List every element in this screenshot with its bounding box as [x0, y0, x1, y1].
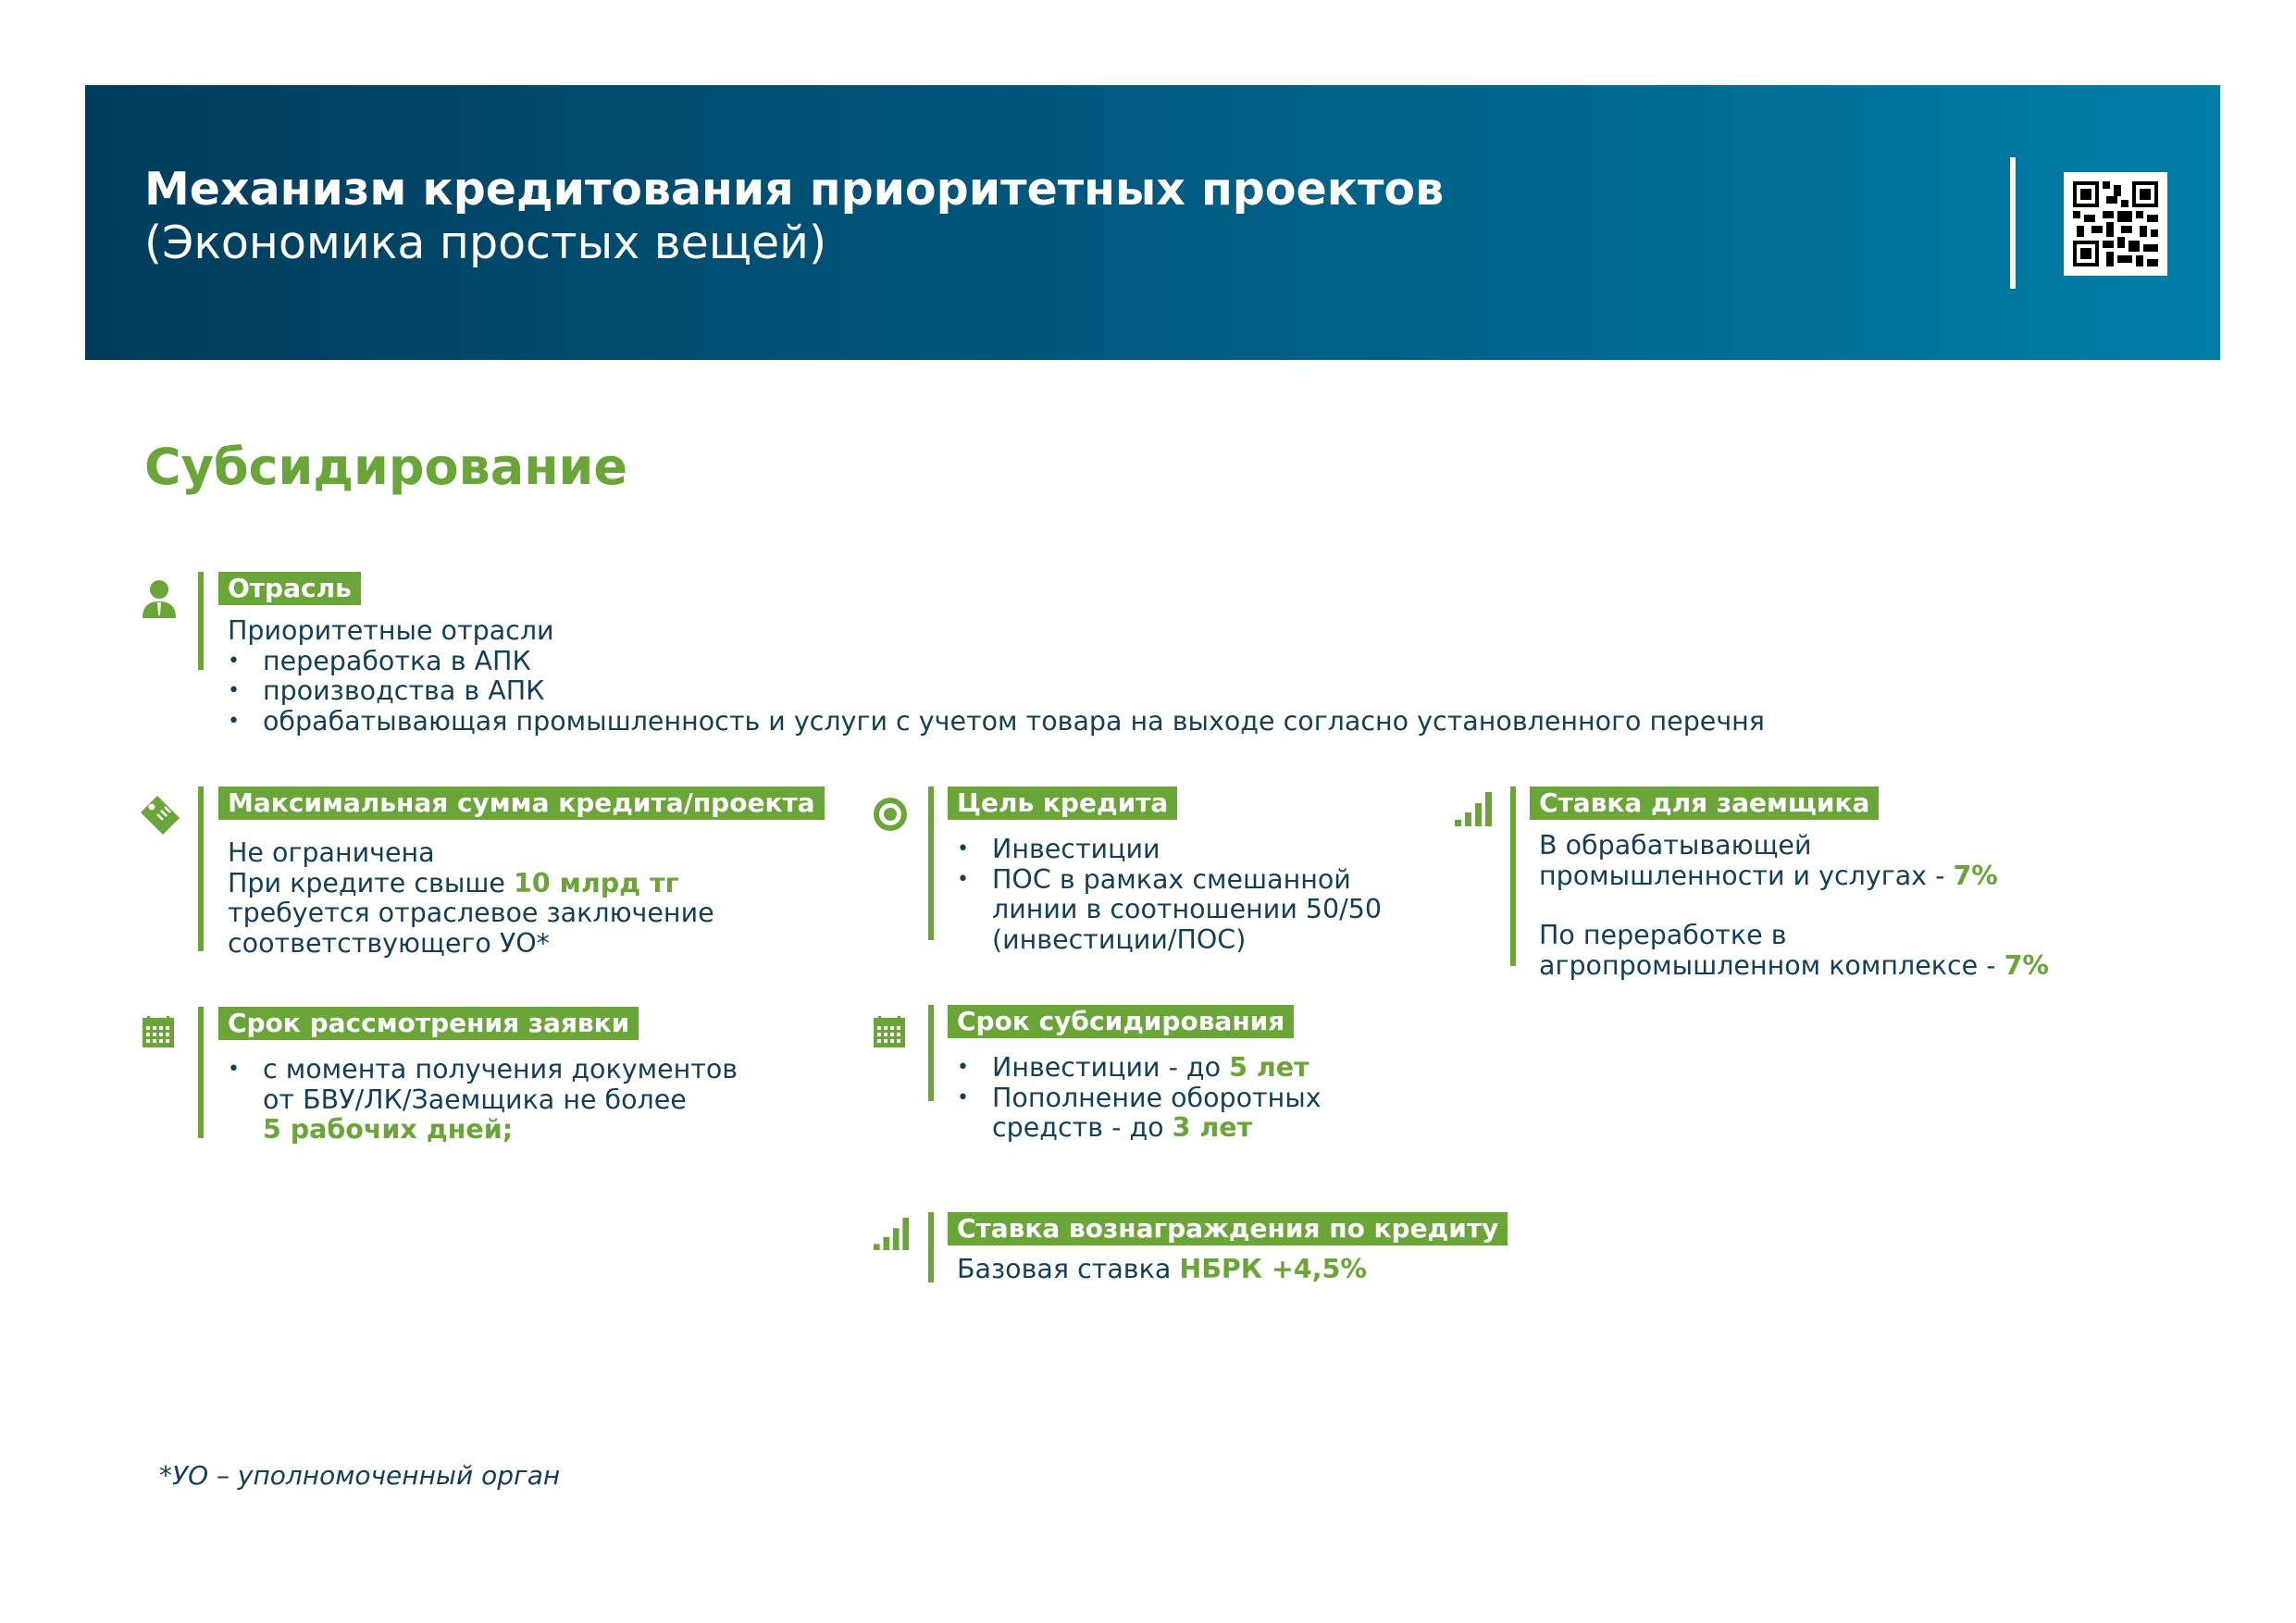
tag-icon	[139, 794, 181, 836]
industry-bar	[198, 572, 204, 670]
review-term-days: 5 рабочих дней;	[263, 1114, 514, 1145]
header-banner	[85, 85, 2220, 360]
purpose-bar	[928, 787, 934, 940]
reward-rate-text	[957, 1255, 1367, 1285]
page-subtitle: (Экономика простых вещей)	[144, 217, 827, 269]
max-amount-line-2-text: При кредите свыше	[228, 867, 515, 898]
target-icon	[872, 796, 909, 833]
max-amount-threshold: 10 млрд тг	[514, 867, 679, 898]
calendar-icon	[143, 1016, 174, 1047]
max-amount-text	[228, 838, 714, 959]
industry-bullet-1: • переработка в АПК	[228, 647, 1765, 677]
industry-label: Отрасль	[218, 572, 361, 605]
qr-code-icon[interactable]	[2064, 172, 2167, 276]
subsidy-term-bar	[928, 1005, 934, 1101]
borrower-rate-line-2	[1539, 861, 2049, 892]
purpose-bullet-2-line-3: (инвестиции/ПОС)	[992, 923, 1247, 955]
review-term-line-2: от БВУ/ЛК/Заемщика не более	[263, 1084, 687, 1115]
max-amount-line-1: Не ограничена	[228, 837, 435, 868]
subsidy-term-bullet-1	[957, 1053, 1322, 1084]
max-amount-bar	[198, 787, 204, 951]
borrower-rate-line-3: По переработке в	[1539, 920, 1787, 950]
industry-bullet-3: • обрабатывающая промышленность и услуги с учетом товара на выходе согласно установленного перечня	[228, 707, 1765, 737]
purpose-bullet-1: • Инвестиции	[957, 835, 1382, 865]
review-term-line-1: • с момента получения документов	[228, 1055, 738, 1085]
borrower-rate-value-2: 7%	[2004, 949, 2049, 981]
borrower-rate-text	[1539, 831, 2049, 981]
signal-bars-icon	[874, 1216, 909, 1251]
reward-rate-line-text: Базовая ставка	[957, 1254, 1180, 1284]
signal-bars-icon	[1455, 790, 1492, 827]
review-term-text	[228, 1055, 738, 1146]
subsidy-term-bullet-1-text: Инвестиции - до	[992, 1052, 1230, 1083]
purpose-bullet-2: • ПОС в рамках смешанной	[957, 865, 1382, 896]
industry-list	[228, 616, 1765, 737]
purpose-label: Цель кредита	[948, 787, 1177, 820]
max-amount-line-3: требуется отраслевое заключение	[228, 898, 714, 928]
review-term-label: Срок рассмотрения заявки	[218, 1007, 639, 1040]
reward-rate-value: НБРК +4,5%	[1179, 1254, 1367, 1284]
max-amount-line-2	[228, 869, 714, 899]
subsidy-term-investment-years: 5 лет	[1229, 1052, 1309, 1083]
person-icon	[141, 579, 178, 618]
section-title: Субсидирование	[144, 438, 627, 496]
page-title: Механизм кредитования приоритетных проектов	[144, 163, 1445, 216]
subsidy-term-label: Срок субсидирования	[948, 1005, 1294, 1038]
max-amount-line-4: соответствующего УО*	[228, 927, 550, 959]
borrower-rate-line-1: В обрабатывающей	[1539, 830, 1812, 861]
purpose-bullet-2-line-2: линии в соотношении 50/50	[992, 894, 1383, 924]
industry-bullet-2: • производства в АПК	[228, 676, 1765, 707]
max-amount-label: Максимальная сумма кредита/проекта	[218, 787, 825, 820]
header-divider	[2010, 157, 2016, 289]
subsidy-term-working-capital-years: 3 лет	[1172, 1112, 1253, 1143]
borrower-rate-line-4	[1539, 951, 2049, 982]
purpose-text	[957, 835, 1382, 955]
review-term-bar	[198, 1007, 204, 1138]
calendar-icon	[874, 1016, 905, 1047]
industry-intro: Приоритетные отрасли	[228, 615, 554, 646]
borrower-rate-bar	[1510, 787, 1516, 966]
footnote: *УО – уполномоченный орган	[159, 1460, 561, 1491]
subsidy-term-bullet-2-text: средств - до	[992, 1112, 1173, 1143]
reward-rate-label: Ставка вознаграждения по кредиту	[948, 1212, 1508, 1245]
subsidy-term-bullet-2: • Пополнение оборотных	[957, 1084, 1322, 1114]
borrower-rate-line-2-text: промышленности и услугах -	[1539, 860, 1954, 891]
borrower-rate-line-4-text: агропромышленном комплексе -	[1539, 949, 2004, 981]
reward-rate-line	[957, 1255, 1367, 1285]
borrower-rate-value-1: 7%	[1953, 860, 1998, 891]
subsidy-term-bullet-2-line-2	[957, 1113, 1322, 1144]
reward-rate-bar	[928, 1212, 934, 1282]
subsidy-term-text	[957, 1053, 1322, 1144]
borrower-rate-label: Ставка для заемщика	[1530, 787, 1879, 820]
